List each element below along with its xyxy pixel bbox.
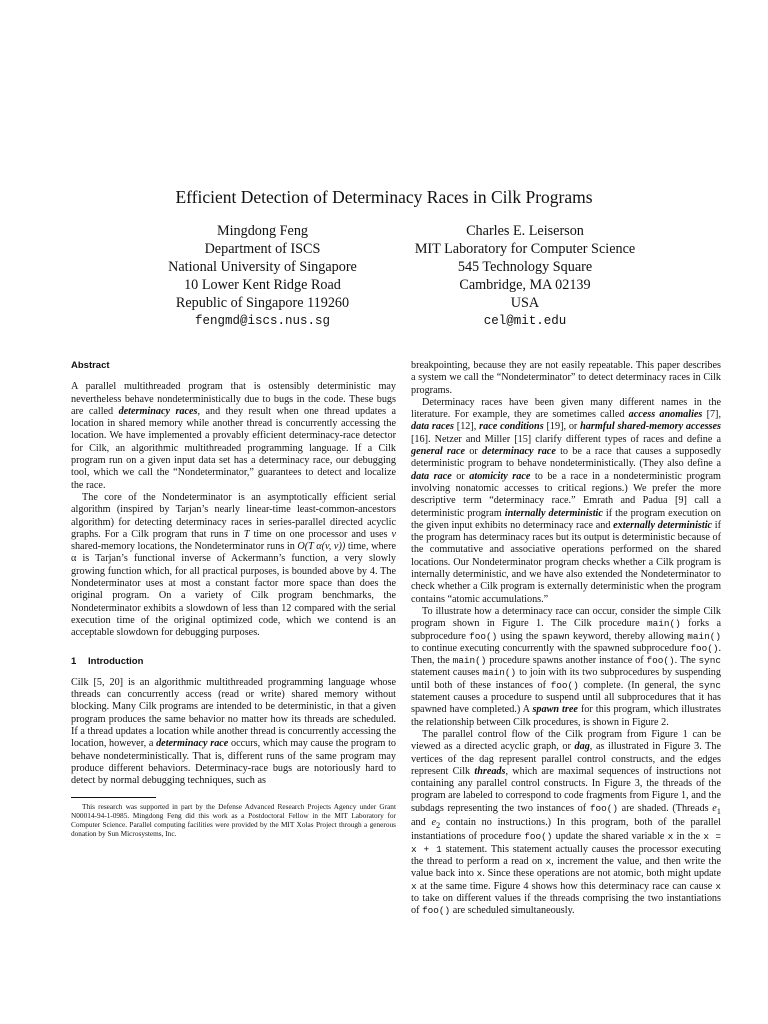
right-paragraph-4: The parallel control flow of the Cilk program from Figure 1 can be viewed as a directed acyclic graph, or dag, as illustrated in Figure 3. The vertices of the dag represent parallel control constructs, and the edges represent Cilk threads, which are maximal sequences of instructions not containing any parallel control constructs. In Figure 3, the threads of the program are labeled to correspond to code fragments from Figure 1, and the subdags representing the two instances of foo() are shaded. (Threads $e_1$ and $e_2$ contain no instructions.) In this program, both of the parallel instantiations of procedure foo() update the shared variable x in the x = x + 1 statement. This statement actually causes the processor executing the thread to perform a read on x, increment the value, and then write the value back into x. Since these operations are not atomic, both might update x at the same time. Figure 4 shows how this determinacy race can cause x to take on different values if the threads comprising the two instantiations of foo() are scheduled simultaneously. [411, 728, 722, 917]
left-column [71, 360, 396, 838]
author-block-feng [150, 222, 375, 331]
right-paragraph-2: Determinacy races have been given many different names in the literature. For example, they are sometimes called access anomalies [7], data races [12], race conditions [19], or harmful shared-memory accesses [16]. Netzer and Miller [15] clarify different types of races and define a general race or determinacy race to be a race that causes a supposedly deterministic program to behave nondeterministically. (They also define a data race or atomicity race to be a race in a nondeterministic program involving nonatomic accesses to critical regions.) We prefer the more descriptive term “determinacy race.” Emrath and Padua [9] call a deterministic program internally deterministic if the program execution on the given input exhibits no determinacy race and externally deterministic if the program has determinacy races but its output is deterministic because of the commutative and associative operations performed on the shared locations. Our Nondeterminator program checks whether a Cilk program is internally deterministic, and we have also extended the Nondeterminator to check whether a Cilk program is externally deterministic when the program contains “atomic accumulations.” [411, 396, 722, 605]
author-block-leiserson [380, 222, 670, 331]
abstract-paragraph-2: The core of the Nondeterminator is an asymptotically efficient serial algorithm (inspired by Tarjan’s nearly linear-time least-common-ancestors algorithm) for detecting determinacy races in series-parallel directed acyclic graphs. For a Cilk program that runs in T time on one processor and uses v shared-memory locations, the Nondeterminator runs in O(T α(v, v)) time, where α is Tarjan’s functional inverse of Ackermann’s function, a very slowly growing function which, for all practical purposes, is bounded above by 4. The Nondeterminator uses at most a constant factor more space than does the original program. On a variety of Cilk program benchmarks, the Nondeterminator exhibits a slowdown of less than 12 compared with the serial execution time of the original optimized code, which we contend is an acceptable slowdown for debugging purposes. [71, 491, 397, 639]
author-department: Department of ISCS [204, 241, 321, 258]
right-column [411, 360, 721, 917]
author-email: cel@mit.edu [483, 314, 567, 329]
abstract-heading: Abstract [71, 360, 110, 371]
intro-paragraph-1: Cilk [5, 20] is an algorithmic multithreaded programming language whose threads can concurrently access (read or write) shared memory without blocking. Many Cilk programs are intended to be deterministic, in that a given program produces the same behavior no matter how its threads are scheduled. If a thread updates a location while another thread is concurrently accessing the location, however, a determinacy race occurs, which may cause the program to behave nondeterministically. That is, different runs of the same program may produce different behaviors. Determinacy-race bugs are notoriously hard to detect by normal debugging techniques, such as [71, 676, 396, 787]
author-institution: 545 Technology Square [457, 259, 593, 276]
right-paragraph-3: To illustrate how a determinacy race can occur, consider the simple Cilk program shown in Figure 1. The Cilk procedure main() forks a subprocedure foo() using the spawn keyword, thereby allowing main() to continue executing concurrently with the spawned subprocedure foo(). Then, the main() procedure spawns another instance of foo(). The sync statement causes main() to join with its two subprocedures by suspending until both of these instances of foo() complete. (In general, the sync statement causes a procedure to suspend until all subprocedures that it has spawned have completed.) A spawn tree for this program, which illustrates the relationship between Cilk procedures, is shown in Figure 2. [411, 605, 722, 728]
author-institution: National University of Singapore [168, 259, 357, 276]
right-paragraph-1: breakpointing, because they are not easily repeatable. This paper describes a system we call the “Nondeterminator” to detect determinacy races in Cilk programs. [411, 360, 721, 396]
author-department: MIT Laboratory for Computer Science [414, 241, 636, 258]
author-city: Republic of Singapore 119260 [175, 295, 350, 312]
author-city: USA [510, 295, 540, 312]
intro-heading: 1 Introduction [71, 655, 144, 667]
paper-title: Efficient Detection of Determinacy Races in Cilk Programs [175, 187, 593, 207]
author-address: 10 Lower Kent Ridge Road [184, 277, 341, 294]
author-email: fengmd@iscs.nus.sg [194, 314, 331, 329]
author-name: Charles E. Leiserson [466, 223, 584, 239]
author-address: Cambridge, MA 02139 [459, 277, 591, 294]
author-name: Mingdong Feng [216, 223, 309, 239]
abstract-paragraph-1: A parallel multithreaded program that is ostensibly deterministic may nevertheless behave nondeterministically due to bugs in the code. These bugs are called determinacy races, and they result when one thread updates a location in shared memory while another thread is concurrently accessing the location. We have implemented a provably efficient determinacy-race detector for Cilk, an algorithmic multithreaded programming language. If a Cilk program run on a given input data set has a determinacy race, our debugging tool, which we call the “Nondeterminator,” guarantees to detect and localize the race. [71, 381, 396, 491]
footnote: This research was supported in part by the Defense Advanced Research Projects Agency under Grant N00014-94-1-0985. Mingdong Feng did this work as a Postdoctoral Fellow in the MIT Laboratory for Computer Science. Parallel computing facilities were provided by the MIT Xolas Project through a generous donation by Sun Microsystems, Inc. [71, 801, 396, 838]
